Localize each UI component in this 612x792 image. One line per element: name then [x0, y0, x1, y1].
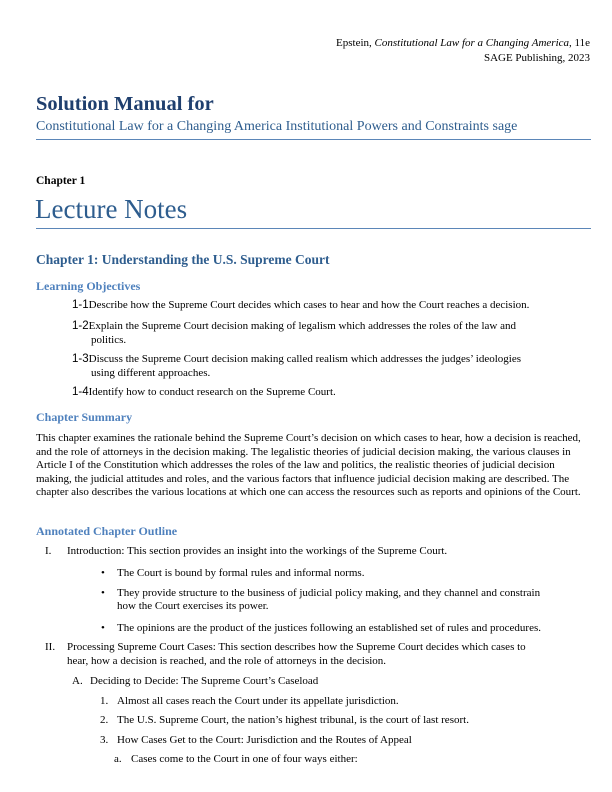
chapter-heading: Chapter 1: Understanding the U.S. Supreme Court [36, 252, 330, 267]
outline-item-numbered: The U.S. Supreme Court, the nation’s highest tribunal, is the court of last resort. [117, 714, 469, 726]
objective-number: 1-1 [72, 299, 89, 311]
outline-item-numbered: How Cases Get to the Court: Jurisdiction and the Routes of Appeal [117, 734, 412, 746]
bullet-icon: • [101, 587, 105, 599]
learning-objectives-heading: Learning Objectives [36, 279, 141, 293]
objective-text-continued: using different approaches. [91, 366, 211, 379]
lecture-divider [36, 228, 591, 229]
title-divider [36, 139, 591, 140]
outline-marker-letter: A. [72, 675, 83, 687]
objective-text: Identify how to conduct research on the Supreme Court. [88, 386, 336, 398]
objective-number: 1-2 [72, 320, 89, 332]
outline-marker-roman: II. [45, 641, 56, 653]
outline-marker-sub-letter: a. [114, 753, 122, 765]
objective-number: 1-3 [72, 353, 89, 365]
outline-item-introduction: Introduction: This section provides an insight into the workings of the Supreme Court. [67, 545, 448, 557]
header-citation: Epstein, Constitutional Law for a Changing America, 11e [336, 37, 590, 49]
objective-item [72, 386, 584, 400]
outline-marker-number: 2. [100, 714, 109, 726]
outline-item-processing: Processing Supreme Court Cases: This section describes how the Supreme Court decides which cases to [67, 641, 526, 653]
bullet-icon: • [101, 567, 105, 579]
bullet-text: They provide structure to the business of judicial policy making, and they channel and constrain [117, 587, 541, 599]
bullet-icon: • [101, 622, 105, 634]
objective-text: Discuss the Supreme Court decision making called realism which addresses the judges’ ideologies [88, 353, 521, 365]
bullet-text-continued: how the Court exercises its power. [117, 600, 269, 612]
objective-text: Describe how the Supreme Court decides which cases to hear and how the Court reaches a decision. [88, 299, 530, 311]
outline-item-numbered: Almost all cases reach the Court under its appellate jurisdiction. [117, 695, 399, 707]
title-block [36, 92, 590, 136]
outline-marker-number: 3. [100, 734, 109, 746]
outline-item-sub: Cases come to the Court in one of four ways either: [131, 753, 358, 765]
outline-heading: Annotated Chapter Outline [36, 524, 178, 538]
lecture-title: Lecture Notes [35, 194, 188, 224]
objective-text: Explain the Supreme Court decision making of legalism which addresses the roles of the law and [88, 320, 516, 332]
header-publisher: SAGE Publishing, 2023 [483, 52, 590, 64]
header-book-title: Constitutional Law for a Changing America [374, 37, 570, 49]
objective-item [72, 320, 584, 347]
outline-marker-roman: I. [45, 545, 52, 557]
outline-item-processing-continued: hear, how a decision is reached, and the role of attorneys in the decision. [67, 655, 387, 667]
manual-title: Solution Manual for [36, 93, 214, 115]
outline-item-deciding: Deciding to Decide: The Supreme Court’s Caseload [90, 675, 319, 687]
chapter-summary-heading: Chapter Summary [36, 410, 133, 424]
chapter-summary-text: This chapter examines the rationale behind the Supreme Court’s decision on which cases to hear, how a decision is reached, and the role of attorneys in the decision making. The legalistic theories of judicial decision making, the various clauses in Article I of the Constitution which addresses the roles of the law and politics, the realistic theories of judicial decision making, the judicial attitudes and roles, and the various factors that influence judicial decision making are described. The chapter also describes the various locations at which one can access the resources such as reports and opinions of the Court. [36, 432, 581, 499]
objective-text-continued: politics. [91, 333, 127, 346]
objective-item [72, 353, 584, 380]
outline-marker-number: 1. [100, 695, 109, 707]
bullet-text: The opinions are the product of the justices following an established set of rules and procedures. [117, 622, 541, 634]
chapter-label: Chapter 1 [36, 175, 86, 187]
bullet-text: The Court is bound by formal rules and informal norms. [117, 567, 365, 579]
objective-item [72, 299, 584, 313]
running-header [336, 36, 590, 66]
manual-subtitle: Constitutional Law for a Changing America Institutional Powers and Constraints sage [36, 119, 518, 134]
objective-number: 1-4 [72, 386, 89, 398]
